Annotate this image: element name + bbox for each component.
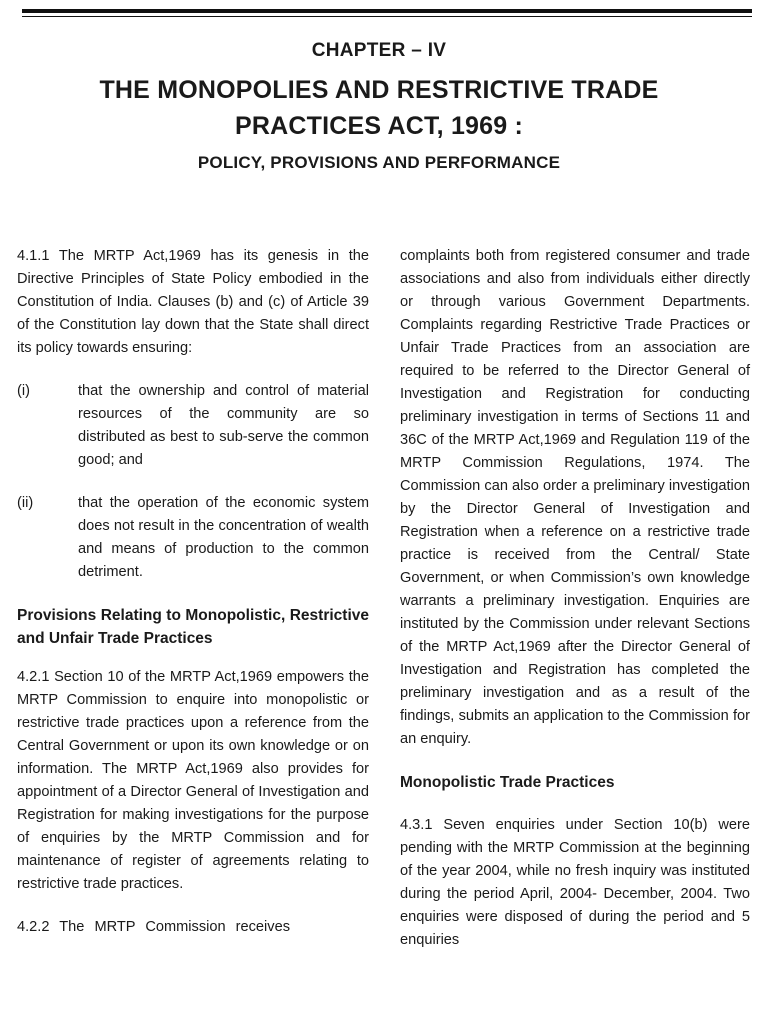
left-column: [17, 245, 369, 959]
paragraph-4-2-2: 4.2.2 The MRTP Commission receives: [17, 919, 290, 935]
right-column: [400, 245, 750, 972]
header-rule-thin: [22, 16, 752, 17]
chapter-subtitle: POLICY, PROVISIONS AND PERFORMANCE: [197, 153, 561, 172]
chapter-title-line-2: PRACTICES ACT, 1969 :: [234, 112, 524, 140]
paragraph-4-3-1: 4.3.1 Seven enquiries under Section 10(b) were pending with the MRTP Commission at the beginning of the year 2004, while no fresh inquiry was instituted during the period April, 2004- December, 2004. Two enquiries were disposed of during the period and 5 enquiries: [400, 817, 750, 948]
list-text: that the ownership and control of material resources of the community are so distributed as best to sub-serve the common good; and: [78, 383, 369, 468]
chapter-title: [0, 72, 758, 144]
header-rule-thick: [22, 9, 752, 13]
list-item: [17, 492, 369, 584]
chapter-number: CHAPTER – IV: [311, 40, 447, 61]
list-marker: (ii): [17, 495, 34, 511]
list-item: [17, 380, 369, 472]
list-marker: (i): [17, 383, 30, 399]
paragraph-4-2-2-continued: complaints both from registered consumer and trade associations and also from individuals either directly or through various Government Departments. Complaints regarding Restrictive Trade Practices or Unfair Trade Practices from an association are required to be referred to the Director General of Investigation and Registration for conducting preliminary investigation in terms of Sections 11 and 36C of the MRTP Act,1969 and Regulation 119 of the MRTP Commission Regulations, 1974. The Commission can also order a preliminary investigation by the Director General of Investigation and Registration when a reference on a restrictive trade practice is received from the Central/ State Government, or when Commission’s own knowledge warrants a preliminary investigation. Enquiries are instituted by the Commission under relevant Sections of the MRTP Act,1969 after the Director General of Investigation and Registration has completed the preliminary investigation and as a result of the findings, submits an application to the Commission for an enquiry.: [400, 248, 750, 747]
chapter-title-line-1: THE MONOPOLIES AND RESTRICTIVE TRADE: [99, 76, 659, 104]
section-heading-provisions: Provisions Relating to Monopolistic, Restrictive and Unfair Trade Practices: [17, 607, 369, 647]
paragraph-4-2-1: 4.2.1 Section 10 of the MRTP Act,1969 empowers the MRTP Commission to enquire into monopolistic or restrictive trade practices upon a reference from the Central Government or upon its own knowledge or on information. The MRTP Act,1969 also provides for appointment of a Director General of Investigation and Registration for making investigations for the purpose of enquiries by the MRTP Commission and for maintenance of register of agreements relating to restrictive trade practices.: [17, 669, 369, 892]
section-heading-monopolistic: Monopolistic Trade Practices: [400, 774, 615, 791]
list-text: that the operation of the economic system does not result in the concentration of wealth and means of production to the common detriment.: [78, 495, 369, 580]
paragraph-4-1-1: 4.1.1 The MRTP Act,1969 has its genesis in the Directive Principles of State Policy embodied in the Constitution of India. Clauses (b) and (c) of Article 39 of the Constitution lay down that the State shall direct its policy towards ensuring:: [17, 248, 369, 356]
